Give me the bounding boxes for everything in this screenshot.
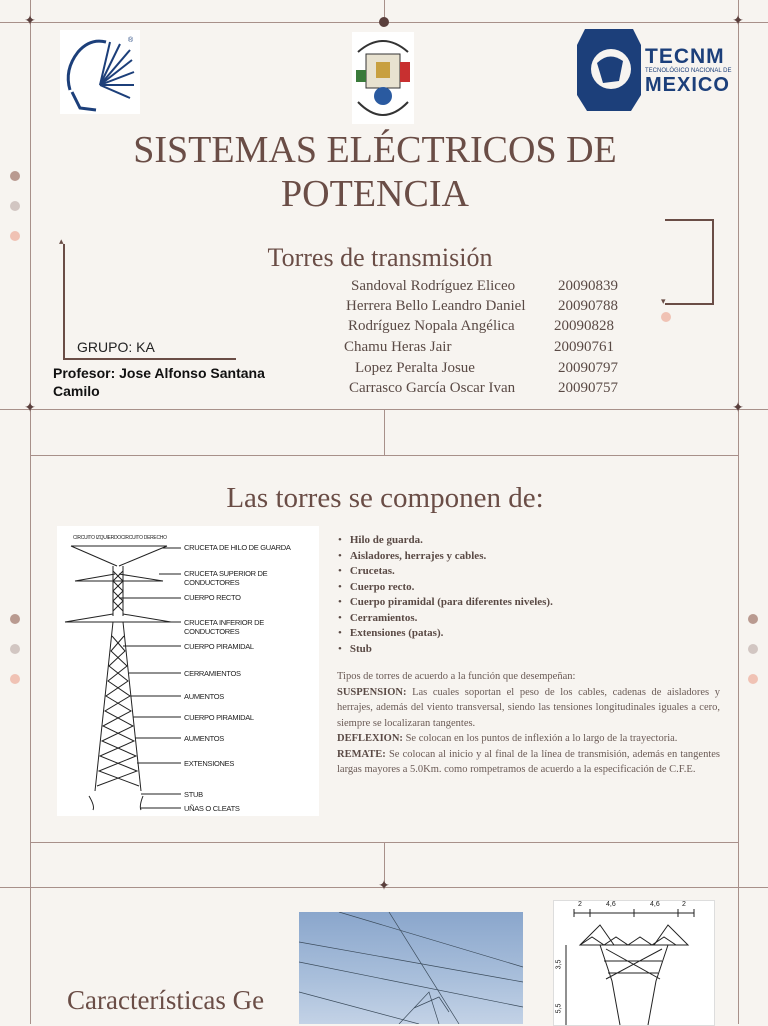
student-id: 20090761 bbox=[554, 339, 614, 355]
list-item: • Hilo de guarda. bbox=[338, 533, 728, 549]
tower-types-text bbox=[337, 669, 720, 778]
remate-label: REMATE: bbox=[337, 748, 386, 760]
suspension-paragraph bbox=[337, 685, 720, 732]
diagram-top-label: CIRCUITO IZQUIERDO bbox=[73, 535, 121, 541]
student-id: 20090839 bbox=[558, 278, 618, 294]
diagram-label: AUMENTOS bbox=[184, 692, 224, 701]
page-title-line1: SISTEMAS ELÉCTRICOS DE bbox=[133, 129, 617, 171]
side-dot-icon bbox=[10, 201, 20, 211]
diagram-label: UÑAS O CLEATS bbox=[184, 804, 240, 813]
remate-paragraph bbox=[337, 747, 720, 778]
diagram-label: CRUCETA DE HILO DE GUARDA bbox=[184, 543, 291, 552]
frame-line-left bbox=[30, 0, 31, 1024]
side-dot-icon bbox=[10, 614, 20, 624]
student-name: Sandoval Rodríguez Eliceo bbox=[351, 278, 516, 294]
tecnm-logo-subtext: TECNOLÓGICO NACIONAL DE bbox=[645, 68, 732, 74]
list-item: • Aisladores, herrajes y cables. bbox=[338, 549, 728, 565]
diagram-label: CUERPO RECTO bbox=[184, 593, 241, 602]
list-item: • Cuerpo recto. bbox=[338, 580, 728, 596]
side-dot-icon bbox=[10, 644, 20, 654]
svg-text:®: ® bbox=[128, 37, 134, 44]
dimension-label: 2 bbox=[578, 901, 582, 908]
bracket-arrow-icon: ▾ bbox=[661, 296, 666, 306]
star-ornament-icon: ✦ bbox=[378, 879, 390, 894]
tower-types-intro: Tipos de torres de acuerdo a la función que desempeñan: bbox=[337, 671, 576, 682]
list-item: • Stub bbox=[338, 642, 728, 658]
dimension-label: 3,5 bbox=[555, 959, 563, 970]
frame-line-center-mid bbox=[384, 409, 385, 455]
tower-diagram bbox=[57, 526, 319, 816]
circle-ornament-icon bbox=[379, 17, 389, 27]
section3-heading: Características Ge bbox=[67, 985, 265, 1015]
dimension-label: 4,6 bbox=[650, 901, 660, 908]
student-name: Carrasco García Oscar Ivan bbox=[349, 380, 516, 396]
remate-text: Se colocan al inicio y al final de la línea de transmisión, además en tangentes largas mayores a 5.0Km. como rompetramos de acuerdo a la especificación de C.F.E. bbox=[337, 748, 720, 775]
dimension-label: 4,6 bbox=[606, 901, 616, 908]
diagram-label: CUERPO PIRAMIDAL bbox=[184, 713, 254, 722]
student-name: Lopez Peralta Josue bbox=[355, 360, 475, 376]
tecnm-logo bbox=[575, 25, 740, 115]
student-id: 20090797 bbox=[558, 360, 618, 376]
diagram-label: AUMENTOS bbox=[184, 734, 224, 743]
bracket-ornament bbox=[665, 219, 714, 305]
student-id: 20090788 bbox=[558, 298, 618, 314]
side-dot-icon bbox=[748, 674, 758, 684]
diagram-label: EXTENSIONES bbox=[184, 759, 235, 768]
section-heading: Las torres se componen de: bbox=[226, 482, 544, 514]
dimension-label: 2 bbox=[682, 901, 686, 908]
list-item: • Cuerpo piramidal (para diferentes niveles). bbox=[338, 595, 728, 611]
side-dot-icon bbox=[10, 171, 20, 181]
list-item: • Cerramientos. bbox=[338, 611, 728, 627]
electromechanical-logo bbox=[352, 32, 414, 124]
page-title-line2: POTENCIA bbox=[281, 173, 469, 215]
diagram-label: CERRAMIENTOS bbox=[184, 669, 241, 678]
side-dot-icon bbox=[748, 614, 758, 624]
professor-label: Profesor: Jose Alfonso Santana Camilo bbox=[53, 365, 265, 399]
components-list bbox=[338, 533, 728, 657]
dimension-label: 5,5 bbox=[555, 1003, 563, 1014]
deflexion-paragraph bbox=[337, 731, 720, 747]
diagram-label: CUERPO PIRAMIDAL bbox=[184, 642, 254, 651]
suspension-label: SUSPENSION: bbox=[337, 686, 407, 698]
diagram-label: STUB bbox=[184, 790, 203, 799]
star-ornament-icon: ✦ bbox=[732, 14, 744, 29]
star-ornament-icon: ✦ bbox=[24, 401, 36, 416]
frame-line-mid2 bbox=[30, 455, 738, 456]
deflexion-label: DEFLEXION: bbox=[337, 733, 403, 744]
institute-logo-left bbox=[60, 30, 140, 114]
diagram-label: CRUCETA INFERIOR DE CONDUCTORES bbox=[184, 618, 265, 636]
side-dot-icon bbox=[10, 674, 20, 684]
list-item: • Extensiones (patas). bbox=[338, 626, 728, 642]
bracket-dot-icon bbox=[661, 312, 671, 322]
tower-photo bbox=[299, 912, 523, 1024]
diagram-label: CRUCETA SUPERIOR DE CONDUCTORES bbox=[184, 569, 268, 587]
student-name: Rodríguez Nopala Angélica bbox=[348, 318, 515, 334]
star-ornament-icon: ✦ bbox=[24, 14, 36, 29]
tower-dimension-sketch bbox=[553, 900, 715, 1026]
deflexion-text: Se colocan en los puntos de inflexión a lo largo de la trayectoria. bbox=[402, 733, 678, 744]
student-id: 20090757 bbox=[558, 380, 618, 396]
side-dot-icon bbox=[10, 231, 20, 241]
suspension-text: Las cuales soportan el peso de los cables, cadenas de aisladores y herrajes, además del viento transversal, siendo las tensiones longitudinales iguales a cero, siempre se localizaran tangentes. bbox=[337, 686, 720, 729]
student-id: 20090828 bbox=[554, 318, 614, 334]
student-name: Chamu Heras Jair bbox=[344, 339, 452, 355]
tecnm-logo-country: MEXICO bbox=[645, 74, 730, 96]
frame-line-right bbox=[738, 0, 739, 1024]
list-item: • Crucetas. bbox=[338, 564, 728, 580]
left-bracket-arrow-icon: ▴ bbox=[59, 236, 64, 246]
star-ornament-icon: ✦ bbox=[732, 401, 744, 416]
group-label: GRUPO: KA bbox=[77, 339, 155, 355]
student-name: Herrera Bello Leandro Daniel bbox=[346, 298, 526, 314]
diagram-top-label: CIRCUITO DERECHO bbox=[121, 535, 167, 541]
page-subtitle: Torres de transmisión bbox=[267, 243, 493, 272]
tecnm-logo-text: TECNM bbox=[645, 45, 725, 68]
side-dot-icon bbox=[748, 644, 758, 654]
